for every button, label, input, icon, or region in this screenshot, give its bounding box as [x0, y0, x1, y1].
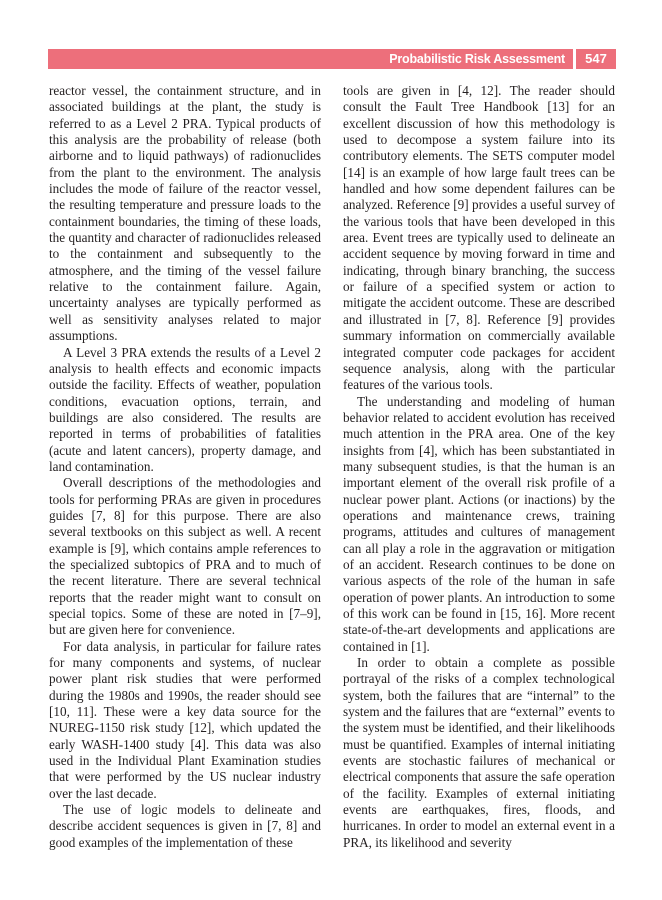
paragraph: A Level 3 PRA extends the results of a Level 2 analysis to health effects and economic impacts outside the facility. Effects of weather, population conditions, evacuation options, terrain, and buildings are also considered. The results are reported in terms of probabilities of fatalities (acute and latent cancers), property damage, and land contamination.	[49, 344, 321, 474]
paragraph: tools are given in [4, 12]. The reader should consult the Fault Tree Handbook [13] for an excellent discussion of how this methodology is used to decompose a system failure into its contributory elements. The SETS computer model [14] is an example of how large fault trees can be handled and how some dependent failures can be analyzed. Reference [9] provides a useful survey of the various tools that have been developed in this area. Event trees are typically used to delineate an accident sequence by moving forward in time and indicating, through binary branching, the success or failure of a specified system or action to mitigate the accident outcome. These are described and illustrated in [7, 8]. Reference [9] provides summary information on commercially available integrated computer code packages for accident sequence analysis, along with the particular features of the various tools.	[343, 83, 615, 393]
page-number: 547	[585, 51, 607, 66]
running-header	[48, 49, 616, 69]
paragraph: The understanding and modeling of human behavior related to accident evolution has received much attention in the PRA area. One of the key insights from [4], which has been substantiated in many subsequent studies, is that the human is an important element of the overall risk profile of a nuclear power plant. Actions (or inactions) by the operations and maintenance crews, training programs, attitudes and cultures of management can all play a role in the aggravation or mitigation of an accident. Research continues to be done on various aspects of the role of the human in safe operation of power plants. An introduction to some of this work can be found in [15, 16]. More recent state-of-the-art developments and applications are contained in [1].	[343, 393, 615, 654]
left-column	[49, 83, 321, 851]
paragraph: In order to obtain a complete as possible portrayal of the risks of a complex technological system, both the failures that are “internal” to the system and the failures that are “external” events to the system must be identified, and their likelihoods must be quantified. Examples of internal initiating events are stochastic failures of mechanical or electrical components that assure the safe operation of the facility. Examples of external initiating events are earthquakes, fires, floods, and hurricanes. In order to model an external event in a PRA, its likelihood and severity	[343, 655, 615, 850]
running-header-title: Probabilistic Risk Assessment	[389, 52, 565, 66]
paragraph: Overall descriptions of the methodologies and tools for performing PRAs are given in procedures guides [7, 8] for this purpose. There are also several textbooks on this subject as well. A recent example is [9], which contains ample references to the specialized subtopics of PRA and to much of the recent literature. There are several technical reports that the reader might want to consult on special topics. Some of these are noted in [7–9], but are given here for convenience.	[49, 475, 321, 638]
paragraph: The use of logic models to delineate and describe accident sequences is given in [7, 8] and good examples of the implementation of these	[49, 802, 321, 850]
paragraph: reactor vessel, the containment structure, and in associated buildings at the plant, the study is referred to as a Level 2 PRA. Typical products of this analysis are the probability of release (both airborne and to liquid pathways) of radionuclides from the plant to the environment. The analysis includes the mode of failure of the reactor vessel, the resulting temperature and pressure loads to the containment boundaries, the timing of these loads, the quantity and character of radionuclides released to the containment and subsequently to the atmosphere, and the timing of the vessel failure relative to the containment failure. Again, uncertainty analyses are typically performed as well as sensitivity analyses related to major assumptions.	[49, 83, 321, 344]
paragraph: For data analysis, in particular for failure rates for many components and systems, of nuclear power plant risk studies that were performed during the 1980s and 1990s, the reader should see [10, 11]. These were a key data source for the NUREG-1150 risk study [12], which updated the early WASH-1400 study [4]. This data was also used in the Individual Plant Examination studies that were performed by the US nuclear industry over the last decade.	[49, 638, 321, 801]
right-column	[343, 83, 615, 851]
